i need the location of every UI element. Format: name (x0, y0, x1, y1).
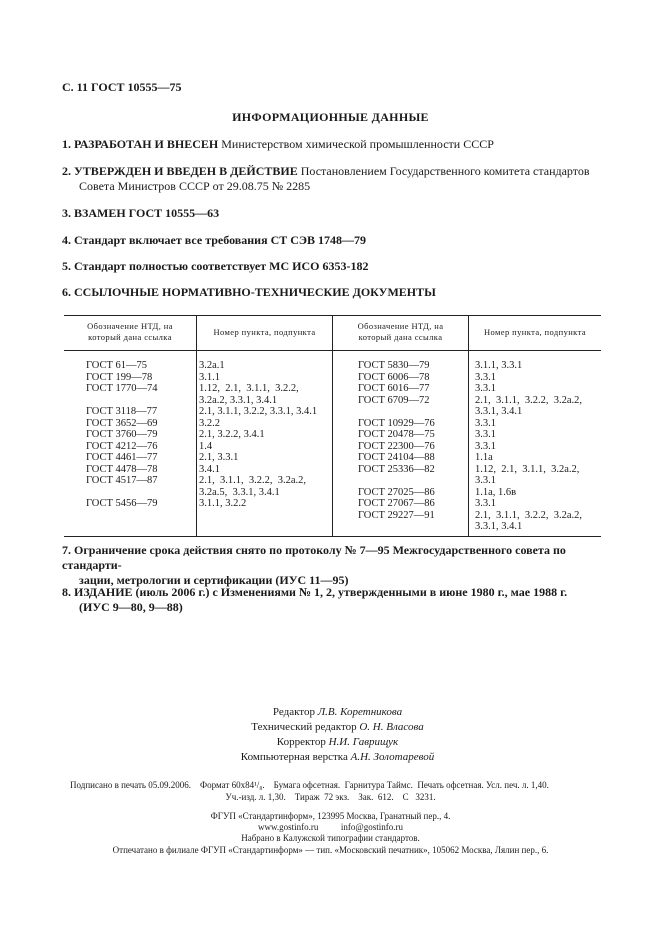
item-6 (62, 285, 602, 300)
typeset-line: Набрано в Калужской типографии стандартов. (241, 833, 420, 843)
item-label: 3. ВЗАМЕН ГОСТ 10555—63 (62, 206, 220, 220)
item-text: Стандарт полностью соответствует МС ИСО 6353-182 (71, 259, 369, 273)
table-cell (86, 395, 158, 407)
table-cell: 3.3.1, 3.4.1 (475, 406, 523, 417)
table-cell (86, 487, 158, 499)
table-cell: 1.12, 2.1, 3.1.1, 3.2а.2, (475, 463, 580, 475)
table-cell: ГОСТ 5456—79 (86, 498, 158, 509)
table-cell: 2.1, 3.3.1 (199, 452, 239, 463)
printed-line: Отпечатано в филиале ФГУП «Стандартинформ» — тип. «Московский печатник», 105062 Москва, Лялин пер., 6. (112, 845, 549, 855)
table-cell: 3.1.1, 3.3.1 (475, 360, 523, 371)
item-label: 8. ИЗДАНИЕ (62, 585, 133, 599)
right-ntd-column (358, 360, 435, 533)
item-8 (62, 585, 602, 615)
table-cell: ГОСТ 10929—76 (358, 417, 435, 429)
item-label: 7. (62, 543, 71, 557)
table-cell: ГОСТ 6016—77 (358, 383, 430, 394)
table-cell: ГОСТ 61—75 (86, 360, 148, 371)
left-ntd-column (86, 360, 158, 510)
table-cell (358, 521, 435, 533)
item-label: 1. РАЗРАБОТАН И ВНЕСЕН (62, 137, 219, 151)
table-cell: 3.3.1 (475, 383, 496, 394)
header-num-right: Номер пункта, подпункта (484, 327, 586, 337)
table-cell: 1.4 (199, 440, 213, 452)
table-cell: 3.1.1, 3.2.2 (199, 498, 247, 509)
item-label: 5. (62, 259, 71, 273)
table-cell: 2.1, 3.1.1, 3.2.2, 3.2а.2, (475, 509, 583, 521)
page-header: С. 11 ГОСТ 10555—75 (62, 80, 182, 94)
item-text: Постановлением Государственного комитета стандартов (297, 164, 590, 178)
table-cell: 2.1, 3.1.1, 3.2.2, 3.2а.2, (199, 475, 307, 486)
table-cell: ГОСТ 20478—75 (358, 429, 435, 440)
table-cell: 3.3.1 (475, 417, 496, 429)
table-cell: ГОСТ 199—78 (86, 371, 153, 383)
table-cell: ГОСТ 3118—77 (86, 406, 158, 417)
table-cell: ГОСТ 3760—79 (86, 429, 158, 440)
editors-block (0, 705, 661, 765)
item-text: Министерством химической промышленности СССР (218, 137, 494, 151)
item-label: 2. УТВЕРЖДЕН И ВВЕДЕН В ДЕЙСТВИЕ (62, 164, 298, 178)
table-cell: 1.1а, 1.6в (475, 486, 517, 498)
item-text: Стандарт включает все требования СТ СЭВ 1748—79 (71, 233, 367, 247)
print-info-line-2: Уч.-изд. л. 1,30. Тираж 72 экз. Зак. 612. С 3231. (225, 792, 436, 802)
table-cell: ГОСТ 22300—76 (358, 440, 435, 452)
item-1 (62, 137, 602, 152)
item-text: (июль 2006 г.) с Изменениями № 1, 2, утвержденными в июне 1980 г., мае 1988 г. (132, 585, 568, 599)
table-cell: ГОСТ 4478—78 (86, 463, 158, 475)
table-cell: ГОСТ 4517—87 (86, 475, 158, 486)
item-3 (62, 206, 602, 221)
table-cell (358, 406, 435, 418)
table-cell: ГОСТ 5830—79 (358, 360, 430, 371)
header-ntd-right: Обозначение НТД, на который дана ссылка (357, 321, 444, 342)
table-cell: 3.3.1 (475, 475, 496, 486)
item-continuation: зации, метрологии и сертификации (ИУС 11—95) (79, 573, 349, 587)
table-cell: 3.3.1 (475, 440, 496, 452)
editor-line: Редактор Л.В. Коретникова (272, 706, 403, 718)
layout-line: Компьютерная верстка А.Н. Золотаревой (240, 751, 435, 763)
table-cell (358, 475, 435, 487)
tech-editor-line: Технический редактор О. Н. Власова (251, 721, 424, 733)
table-cell: 3.3.1, 3.4.1 (475, 521, 523, 532)
table-cell: 2.1, 3.1.1, 3.2.2, 3.3.1, 3.4.1 (199, 406, 318, 417)
item-2 (62, 164, 602, 194)
table-cell: 3.4.1 (199, 463, 220, 475)
table-cell: ГОСТ 4212—76 (86, 440, 158, 452)
table-cell: 3.2а.1 (199, 360, 225, 371)
print-info-line-1: Подписано в печать 05.09.2006. Формат 60х84¹/₈. Бумага офсетная. Гарнитура Таймс. Печать офсетная. Усл. печ. л. 1,40. (70, 780, 549, 790)
left-number-column (199, 360, 317, 510)
publisher-web-line: www.gostinfo.ru info@gostinfo.ru (258, 822, 403, 832)
item-text: Ограничение срока действия снято по протоколу № 7—95 Межгосударственного совета по стандарти- (62, 543, 566, 572)
table-cell: ГОСТ 1770—74 (86, 383, 158, 394)
item-4 (62, 233, 602, 248)
publisher-line: ФГУП «Стандартинформ», 123995 Москва, Гранатный пер., 4. (210, 811, 451, 821)
table-cell: 3.3.1 (475, 498, 496, 509)
item-5 (62, 259, 602, 274)
table-cell: ГОСТ 29227—91 (358, 509, 435, 521)
section-title: ИНФОРМАЦИОННЫЕ ДАННЫЕ (232, 110, 429, 124)
table-cell: 3.3.1 (475, 371, 496, 383)
table-cell: ГОСТ 27067—86 (358, 498, 435, 509)
table-cell: ГОСТ 4461—77 (86, 452, 158, 463)
item-label: 4. (62, 233, 71, 247)
table-cell: 3.1.1 (199, 371, 220, 383)
table-cell: 2.1, 3.2.2, 3.4.1 (199, 429, 265, 440)
table-cell: ГОСТ 25336—82 (358, 463, 435, 475)
table-cell: ГОСТ 3652—69 (86, 417, 158, 429)
header-ntd-left: Обозначение НТД, на который дана ссылка (87, 321, 173, 342)
table-cell: 1.1а (475, 452, 493, 463)
table-cell: ГОСТ 27025—86 (358, 486, 435, 498)
table-cell: ГОСТ 6006—78 (358, 371, 430, 383)
table-cell: 2.1, 3.1.1, 3.2.2, 3.2а.2, (475, 394, 583, 406)
table-cell: ГОСТ 24104—88 (358, 452, 435, 463)
right-number-column (475, 360, 582, 533)
item-label: 6. ССЫЛОЧНЫЕ НОРМАТИВНО-ТЕХНИЧЕСКИЕ ДОКУМЕНТЫ (62, 285, 436, 299)
table-cell: 1.12, 2.1, 3.1.1, 3.2.2, (199, 383, 299, 394)
table-cell: 3.2а.2, 3.3.1, 3.4.1 (199, 394, 278, 406)
table-cell: ГОСТ 6709—72 (358, 394, 430, 406)
corrector-line: Корректор Н.И. Гаврищук (276, 736, 399, 748)
table-cell: 3.2.2 (199, 417, 220, 429)
table-cell: 3.3.1 (475, 429, 496, 440)
item-7 (62, 543, 602, 588)
item-continuation: (ИУС 9—80, 9—88) (79, 600, 183, 614)
header-num-left: Номер пункта, подпункта (213, 327, 316, 337)
item-continuation: Совета Министров СССР от 29.08.75 № 2285 (79, 179, 311, 193)
table-cell: 3.2а.5, 3.3.1, 3.4.1 (199, 486, 280, 498)
references-table (64, 315, 601, 537)
